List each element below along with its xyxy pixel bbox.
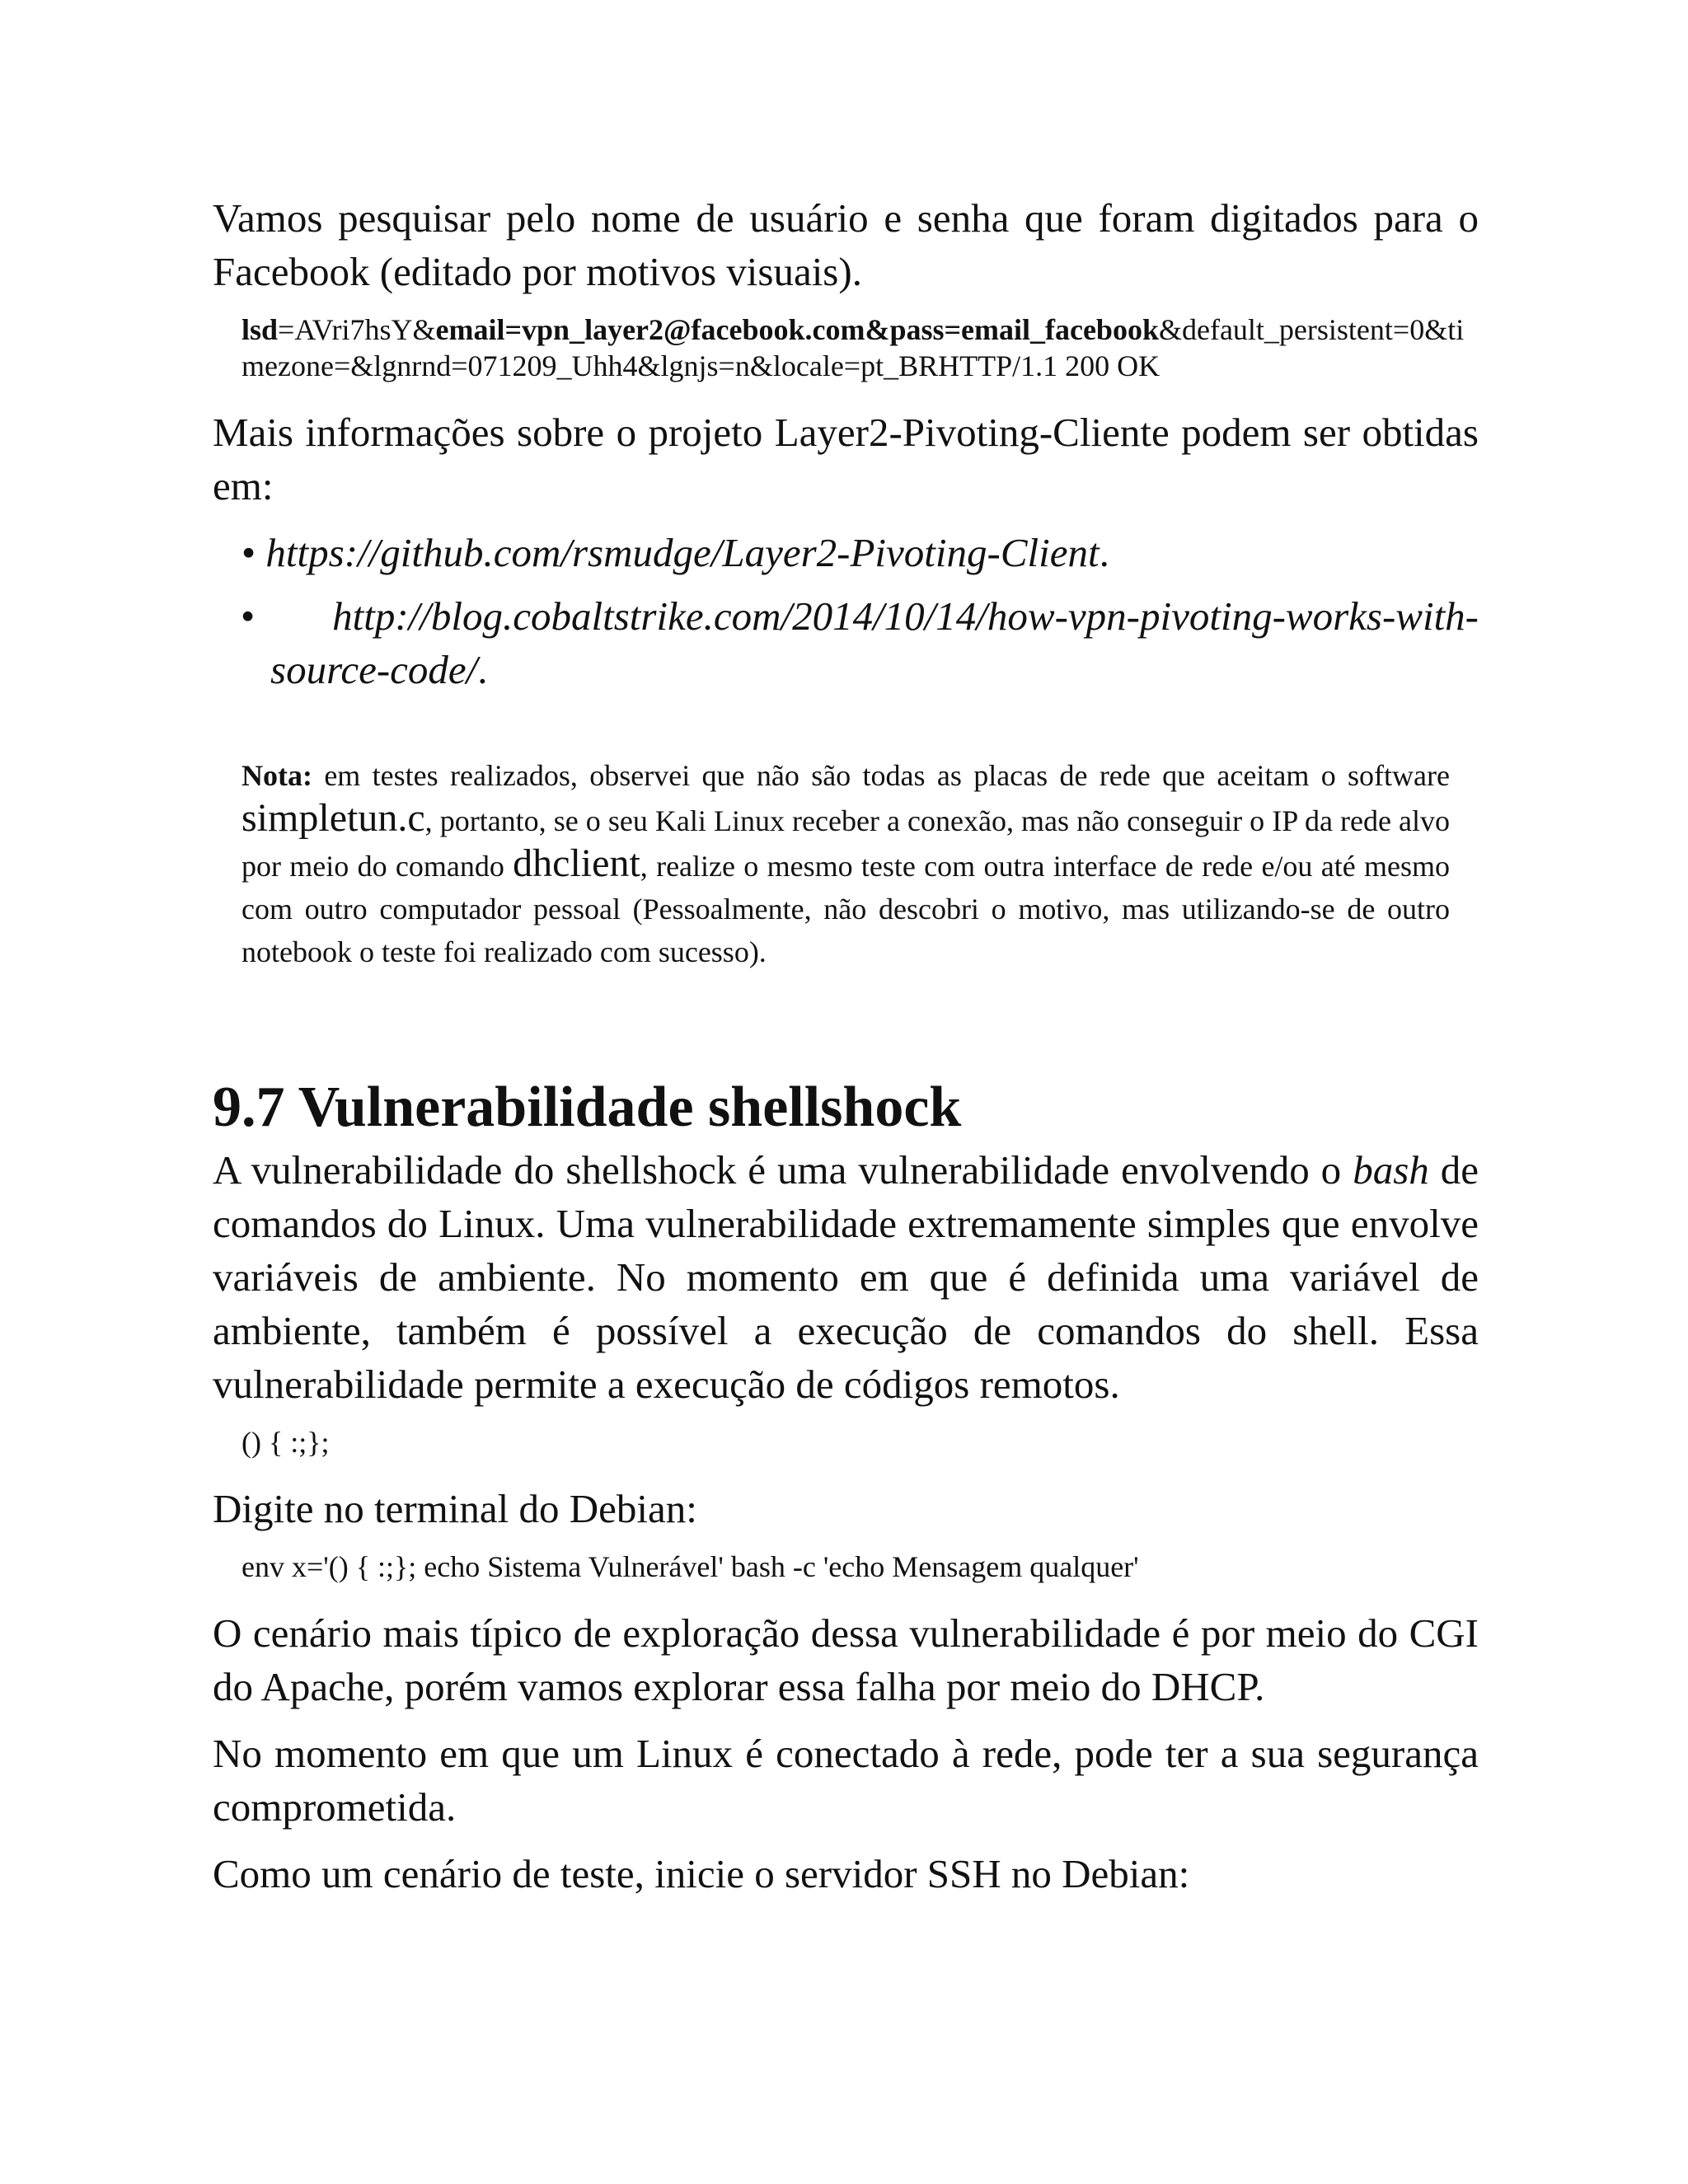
bullet: • <box>241 530 256 575</box>
intro-paragraph: Vamos pesquisar pelo nome de usuário e senha que foram digitados para o Facebook (editado por motivos visuais). <box>213 195 1479 294</box>
shellshock-text-2: de comandos do Linux. Uma vulnerabilidade extremamente simples que envolve variáveis de ambiente. No momento em que é definida uma variável de ambiente, também é possível a execução de comandos do shell. Essa vulnerabilidade permite a execução de códigos remotos. <box>213 1147 1479 1407</box>
section-title: 9.7 Vulnerabilidade shellshock <box>213 1076 962 1139</box>
code-snippet-function: () { :;}; <box>241 1426 330 1459</box>
document-page <box>213 191 1479 1914</box>
code-snippet-env: env x='() { :;}; echo Sistema Vulnerável' bash -c 'echo Mensagem qualquer' <box>241 1550 1139 1583</box>
request-credentials: email=vpn_layer2@facebook.com&pass=email_facebook <box>435 313 1159 346</box>
note-text-3: , realize o mesmo teste com outra interface de rede e/ou até mesmo com outro computador pessoal (Pessoalmente, não descobri o motivo, mas utilizando-se de outro notebook o teste foi realizado com sucesso). <box>241 850 1450 968</box>
link-end: . <box>477 647 488 692</box>
note-command-simpletun: simpletun.c <box>241 796 425 840</box>
link-end: . <box>1099 530 1109 575</box>
bullet: • <box>241 593 256 639</box>
bash-term: bash <box>1353 1147 1429 1193</box>
list-item <box>213 526 1479 579</box>
ssh-paragraph: Como um cenário de teste, inicie o servidor SSH no Debian: <box>213 1851 1190 1896</box>
reference-link-list <box>213 526 1479 696</box>
cobaltstrike-blog-link[interactable]: http://blog.cobaltstrike.com/2014/10/14/how-vpn-pivoting-works-with-source-code/ <box>270 593 1479 692</box>
request-text-2: &default_persistent=0&timezone=&lgnrnd=071209_Uhh4&lgnjs=n&locale=pt_BRHTTP/1.1 200 OK <box>241 313 1465 382</box>
cenario-paragraph: O cenário mais típico de exploração dessa vulnerabilidade é por meio do CGI do Apache, porém vamos explorar essa falha por meio do DHCP. <box>213 1610 1479 1709</box>
note-label: Nota: <box>241 759 312 792</box>
note-command-dhclient: dhclient <box>513 841 640 885</box>
shellshock-paragraph <box>213 1143 1479 1411</box>
shellshock-text-1: A vulnerabilidade do shellshock é uma vulnerabilidade envolvendo o <box>213 1147 1353 1193</box>
note-text-1: em testes realizados, observei que não são todas as placas de rede que aceitam o software <box>312 759 1450 792</box>
request-key-lsd: lsd <box>241 313 279 346</box>
note-text-2: , portanto, se o seu Kali Linux receber a conexão, mas não conseguir o IP da rede alvo por meio do comando <box>241 804 1450 883</box>
github-link[interactable]: https://github.com/rsmudge/Layer2-Pivoting-Client <box>265 530 1100 575</box>
list-item <box>213 589 1479 696</box>
digite-paragraph: Digite no terminal do Debian: <box>213 1486 697 1531</box>
captured-request <box>213 312 1479 384</box>
momento-paragraph: No momento em que um Linux é conectado à rede, pode ter a sua segurança comprometida. <box>213 1731 1479 1830</box>
request-text-1: =AVri7hsY& <box>278 313 436 346</box>
note-box <box>213 754 1479 973</box>
more-info-paragraph: Mais informações sobre o projeto Layer2-Pivoting-Cliente podem ser obtidas em: <box>213 410 1479 509</box>
